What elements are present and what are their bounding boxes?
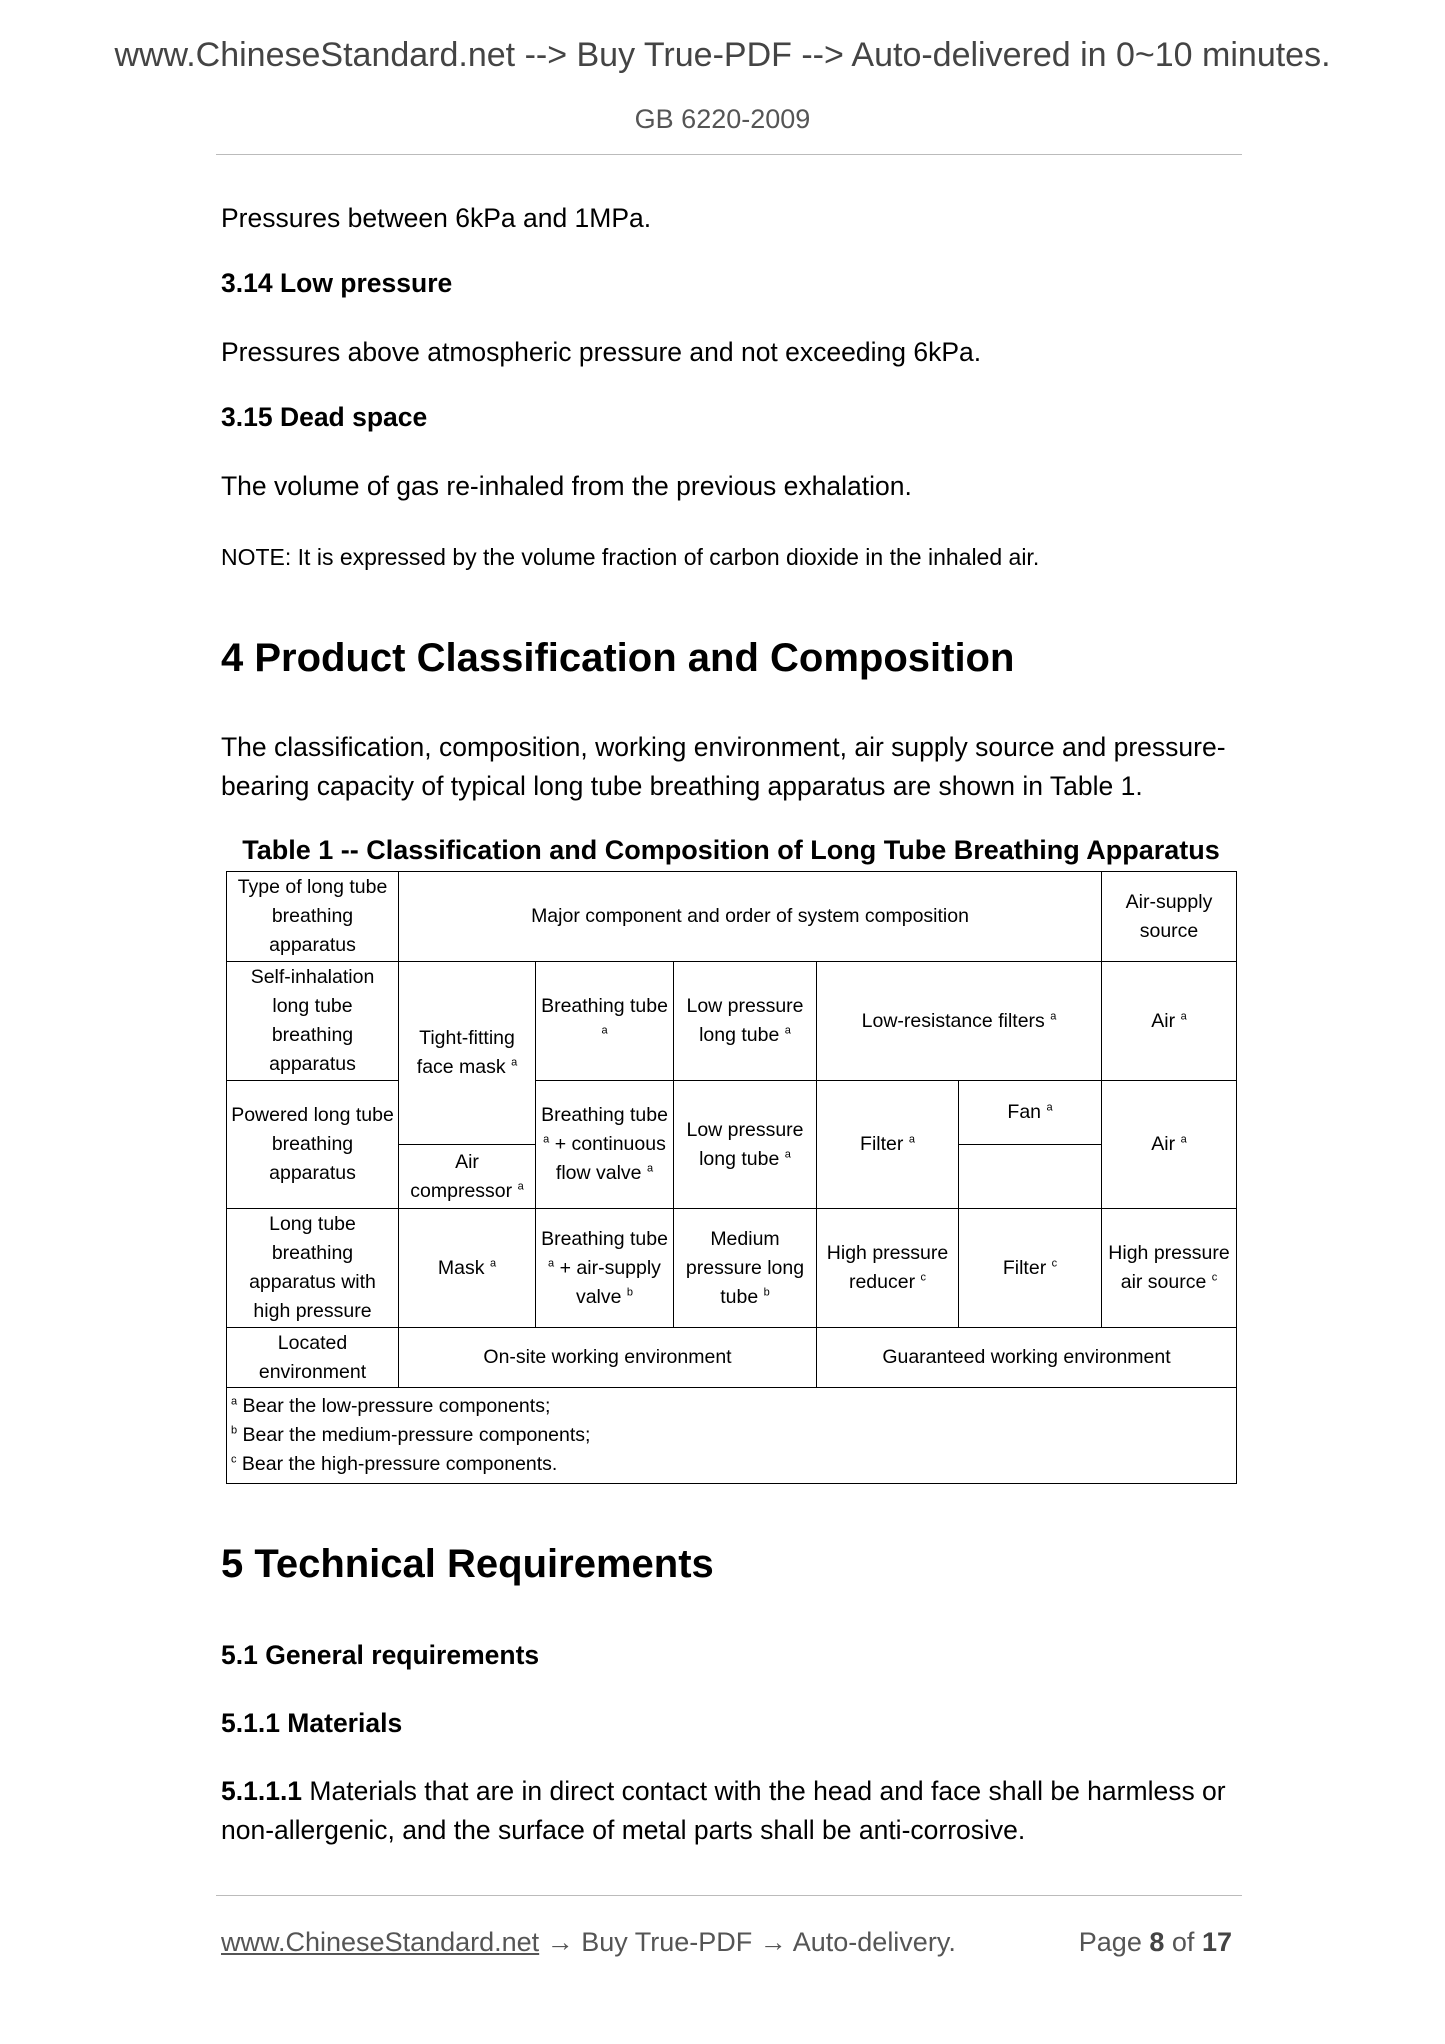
heading-3-14: 3.14 Low pressure [221, 268, 453, 298]
header-divider [216, 154, 1242, 155]
table-footnotes [227, 1388, 1237, 1484]
header-type: Type of long tube breathing apparatus [227, 872, 399, 962]
paragraph: Pressures between 6kPa and 1MPa. [221, 203, 652, 233]
top-banner: www.ChineseStandard.net --> Buy True-PDF --> Auto-delivered in 0~10 minutes. [114, 36, 1331, 74]
table-row [227, 962, 1237, 1081]
paragraph: The volume of gas re-inhaled from the previous exhalation. [221, 471, 912, 501]
cell-mask: Mask $^a$ [399, 1209, 536, 1328]
cell-filter: Filter $^a$ [817, 1081, 959, 1209]
table-header-row [227, 872, 1237, 962]
cell-mask: Tight-fitting face mask $^a$ [399, 962, 536, 1145]
cell-longtube: Low pressure long tube $^a$ [674, 1081, 817, 1209]
cell-type: Self-inhalation long tube breathing apparatus [227, 962, 399, 1081]
header-air: Air-supply source [1102, 872, 1237, 962]
cell-air: Air $^a$ [1102, 962, 1237, 1081]
heading-section-4: 4 Product Classification and Composition [221, 636, 1015, 680]
heading-5-1: 5.1 General requirements [221, 1640, 540, 1670]
cell-env-label: Located environment [227, 1328, 399, 1388]
table-row [227, 1081, 1237, 1145]
cell-air: Air $^a$ [1102, 1081, 1237, 1209]
cell-fan: Fan $^a$ [959, 1081, 1102, 1145]
table-footnotes-row [227, 1388, 1237, 1484]
document-code: GB 6220-2009 [634, 104, 811, 134]
footnote-a: $^a$ Bear the low-pressure components; [231, 1395, 551, 1417]
footer-site-link[interactable]: www.ChineseStandard.net [221, 1927, 540, 1957]
paragraph: The classification, composition, working environment, air supply source and pressure-bearing capacity of typical long tube breathing apparatus are shown in Table 1. [221, 732, 1226, 801]
cell-compressor: Air compressor $^a$ [399, 1145, 536, 1209]
note: NOTE: It is expressed by the volume fraction of carbon dioxide in the inhaled air. [221, 544, 1040, 570]
cell-type: Powered long tube breathing apparatus [227, 1081, 399, 1209]
footer-divider [216, 1895, 1242, 1896]
cell-reducer: High pressure reducer $^c$ [817, 1209, 959, 1328]
table-row-environment [227, 1328, 1237, 1388]
footnote-c: $^c$ Bear the high-pressure components. [231, 1453, 558, 1475]
paragraph-5-1-1-1: 5.1.1.1 Materials that are in direct contact with the head and face shall be harmless or non-allergenic, and the surface of metal parts shall be anti-corrosive. [221, 1776, 1226, 1845]
heading-section-5: 5 Technical Requirements [221, 1542, 714, 1586]
heading-3-15: 3.15 Dead space [221, 402, 428, 432]
cell-source: High pressure air source $^c$ [1102, 1209, 1237, 1328]
classification-table [226, 871, 1237, 1484]
cell-filters: Low-resistance filters $^a$ [817, 962, 1102, 1081]
cell-tube: Breathing tube $^a$ + air-supply valve $^b$ [536, 1209, 674, 1328]
footnote-b: $^b$ Bear the medium-pressure components; [231, 1424, 591, 1446]
table-caption: Table 1 -- Classification and Composition of Long Tube Breathing Apparatus [242, 835, 1220, 865]
heading-5-1-1: 5.1.1 Materials [221, 1708, 403, 1738]
paragraph: Pressures above atmospheric pressure and not exceeding 6kPa. [221, 337, 982, 367]
footer-promo: www.ChineseStandard.net → Buy True-PDF → Auto-delivery. [221, 1927, 956, 1957]
cell-env-onsite: On-site working environment [399, 1328, 817, 1388]
table-row [227, 1209, 1237, 1328]
page-indicator: Page 8 of 17 [1078, 1927, 1232, 1957]
cell-filter: Filter $^c$ [959, 1209, 1102, 1328]
cell-tube: Breathing tube $^a$ + continuous flow valve $^a$ [536, 1081, 674, 1209]
cell-env-guaranteed: Guaranteed working environment [817, 1328, 1237, 1388]
cell-type: Long tube breathing apparatus with high pressure [227, 1209, 399, 1328]
cell-tube: Breathing tube $^a$ [536, 962, 674, 1081]
header-major: Major component and order of system composition [399, 872, 1102, 962]
cell-longtube: Low pressure long tube $^a$ [674, 962, 817, 1081]
cell-longtube: Medium pressure long tube $^b$ [674, 1209, 817, 1328]
